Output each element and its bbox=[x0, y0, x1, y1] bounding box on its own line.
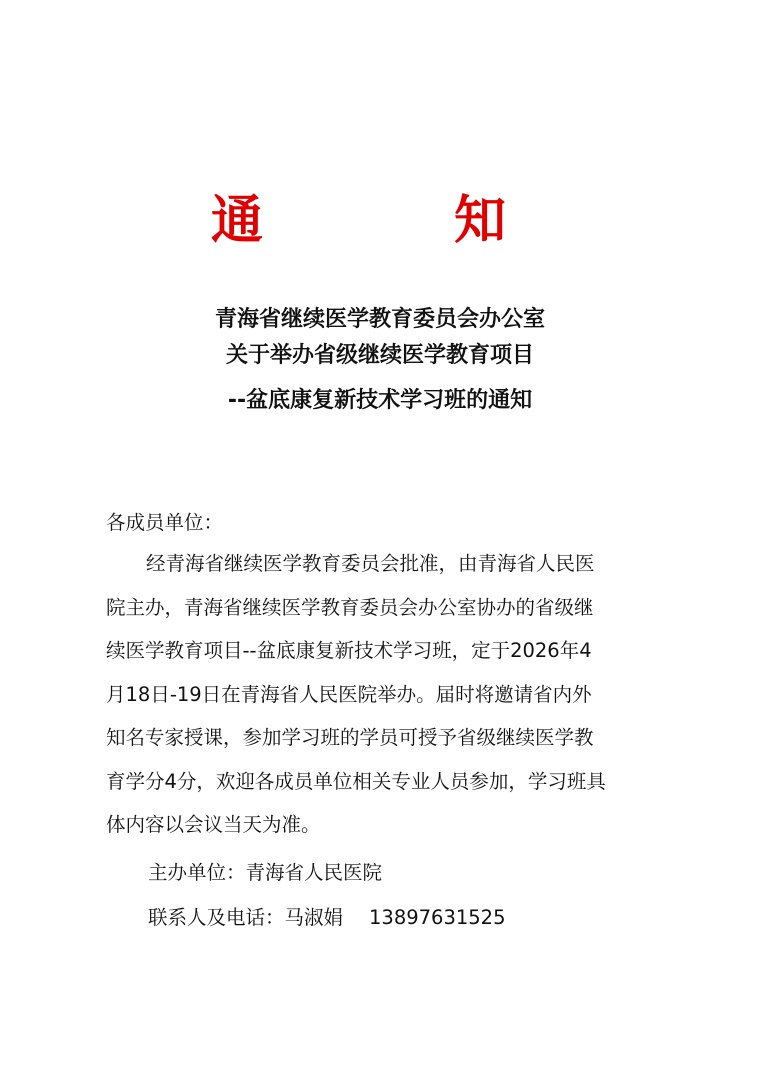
body-line-3: 续医学教育项目--盆底康复新技术学习班，定于2026年4 bbox=[106, 639, 592, 662]
body-line-4: 月18日-19日在青海省人民医院举办。届时将邀请省内外 bbox=[106, 682, 592, 706]
subtitle-line-3: --盆底康复新技术学习班的通知 bbox=[227, 388, 533, 413]
subtitle-line-2: 关于举办省级继续医学教育项目 bbox=[225, 343, 534, 368]
subtitle-line-1: 青海省继续医学教育委员会办公室 bbox=[214, 307, 545, 332]
salutation: 各成员单位： bbox=[106, 511, 224, 534]
body-paragraph bbox=[106, 542, 652, 847]
title-char-2: 知 bbox=[454, 190, 507, 251]
notice-title bbox=[0, 186, 760, 256]
body-line-2: 院主办，青海省继续医学教育委员会办公室协办的省级继 bbox=[106, 595, 594, 619]
body-line-7: 体内容以会议当天为准。 bbox=[106, 813, 321, 836]
contact-line bbox=[148, 900, 506, 936]
body-line-1: 经青海省继续医学教育委员会批准，由青海省人民医 bbox=[146, 552, 595, 575]
contact-label: 联系人及电话：马淑娟 bbox=[148, 906, 344, 929]
body-line-6: 育学分4分，欢迎各成员单位相关专业人员参加，学习班具 bbox=[106, 769, 606, 793]
contact-phone: 13897631525 bbox=[369, 906, 506, 929]
organizer-line: 主办单位：青海省人民医院 bbox=[148, 861, 383, 884]
body-line-5: 知名专家授课，参加学习班的学员可授予省级继续医学教 bbox=[106, 726, 594, 749]
title-char-1: 通 bbox=[211, 190, 264, 251]
